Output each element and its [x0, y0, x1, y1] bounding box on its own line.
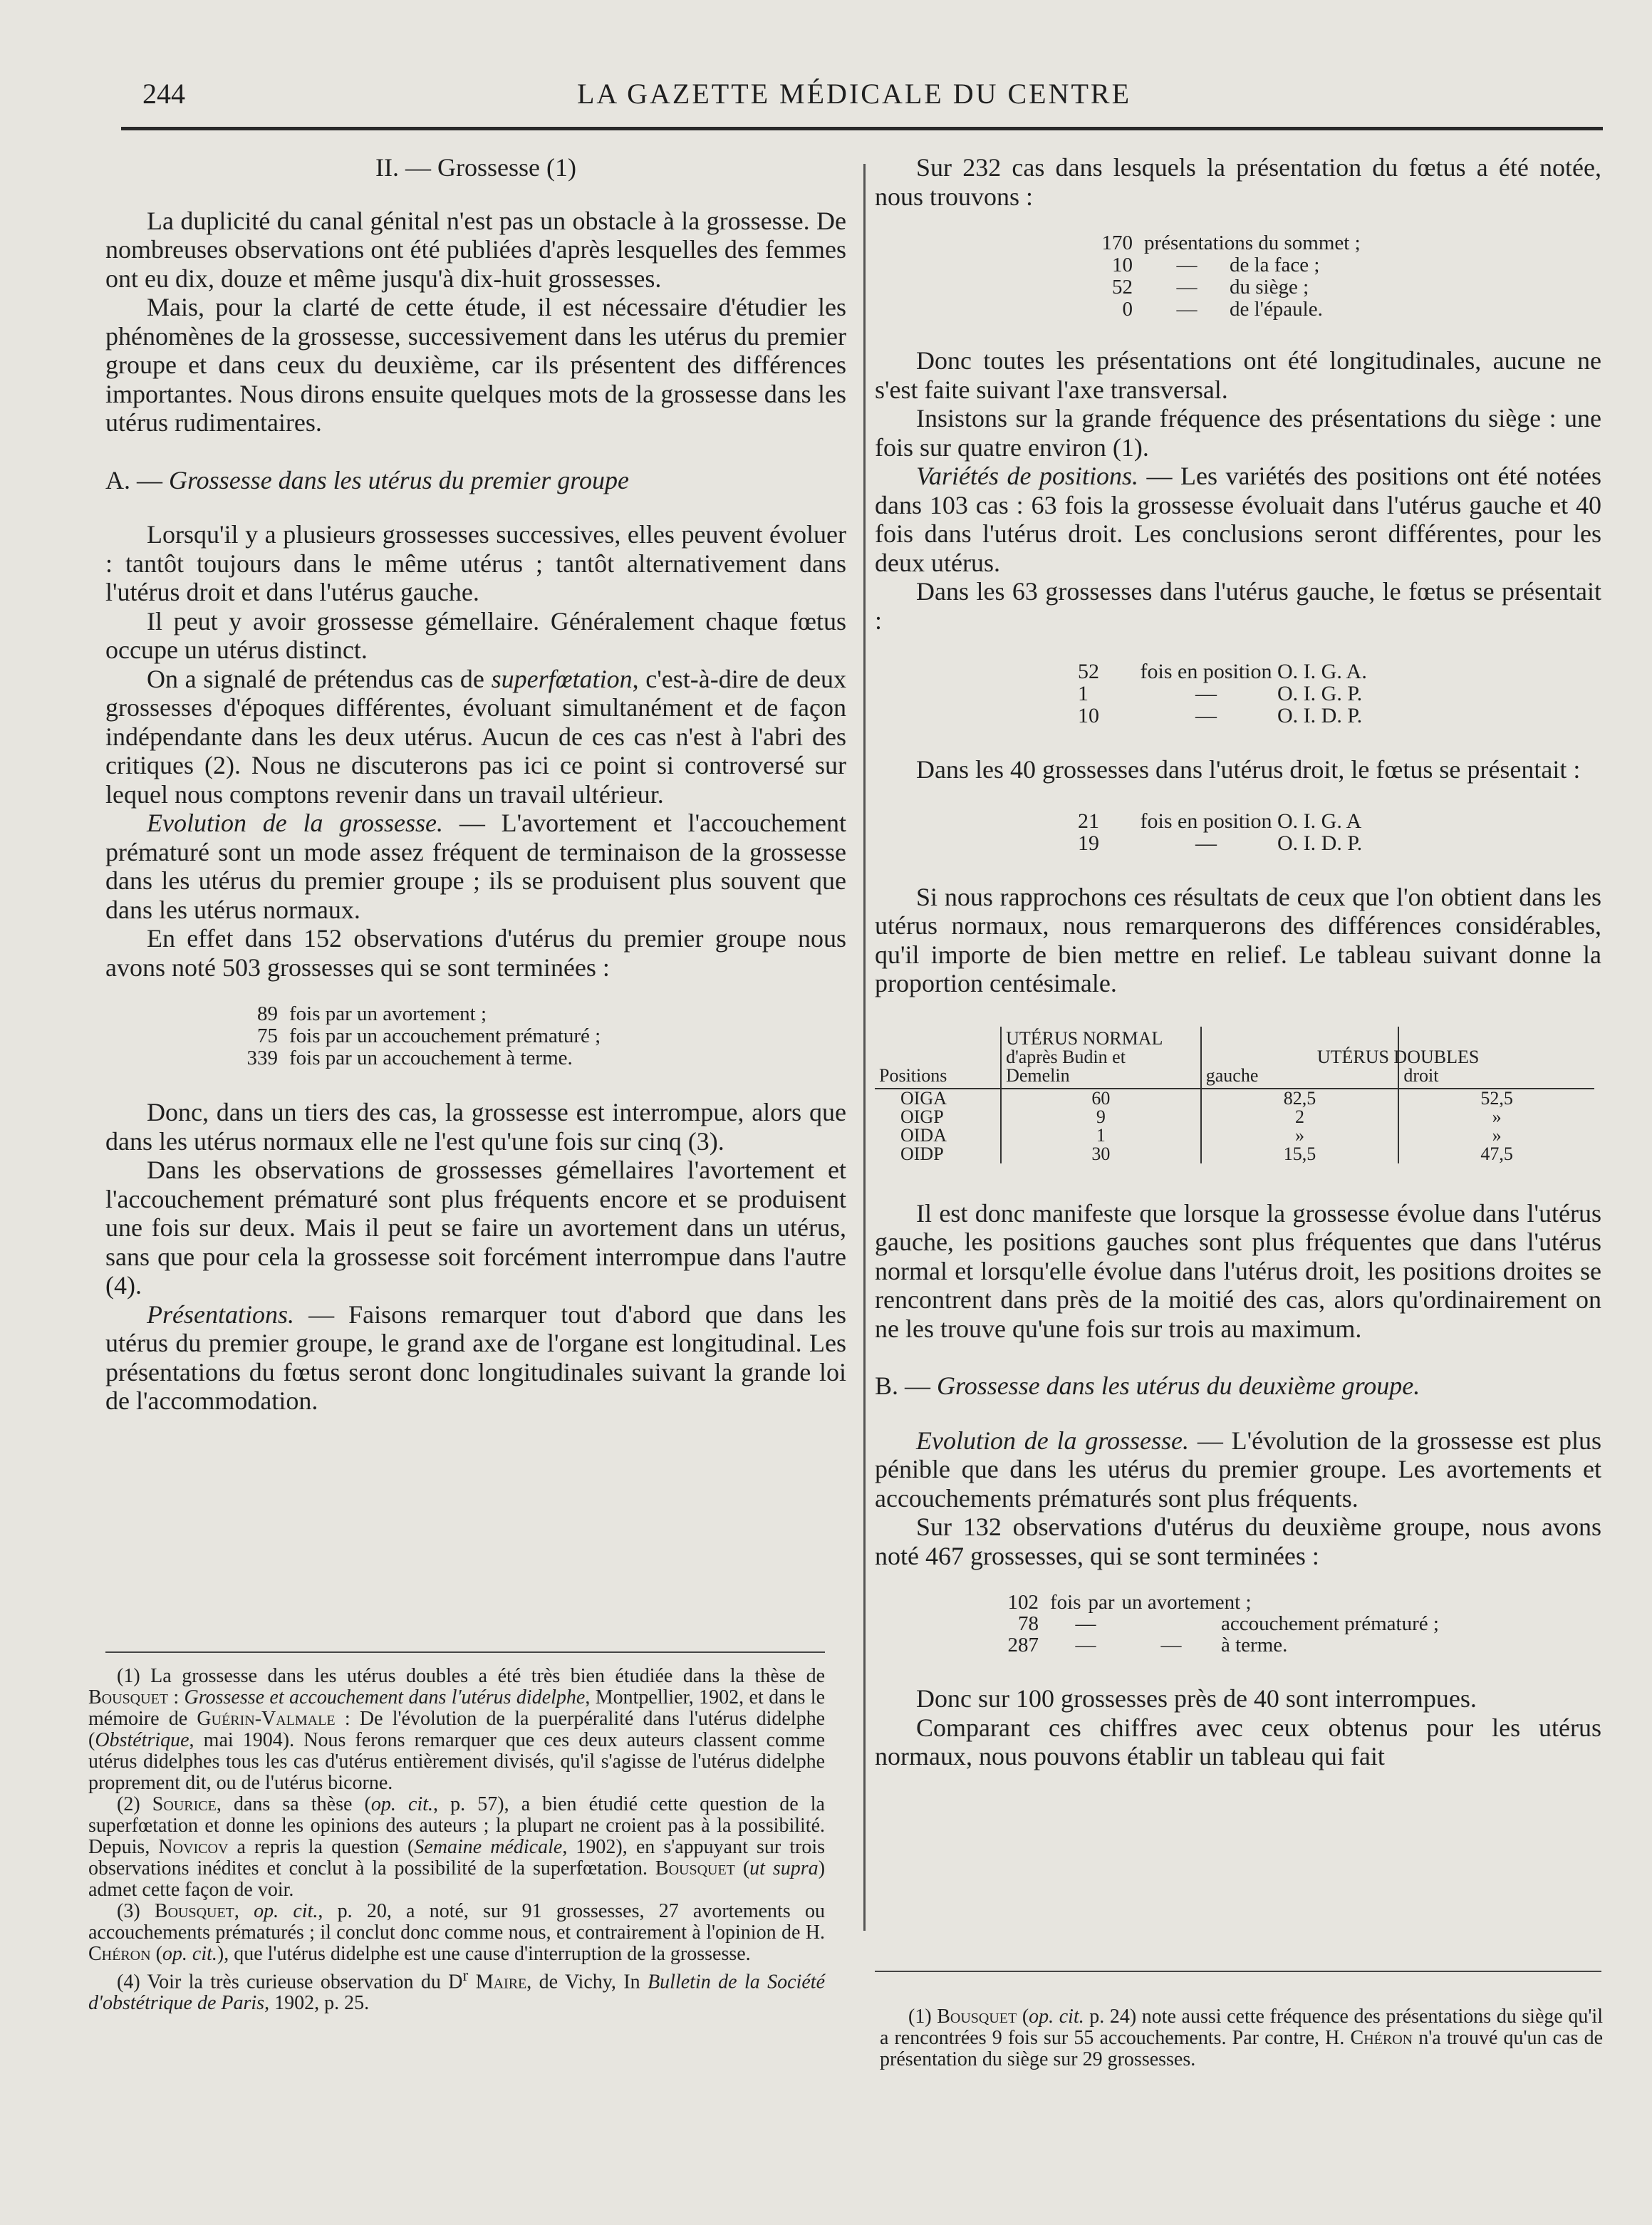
author-name: Bousquet — [154, 1900, 234, 1922]
list-text: fois par un avortement ; — [289, 1002, 487, 1025]
author-name: Sourice — [152, 1793, 217, 1815]
ditto-dash: — — [1195, 704, 1217, 727]
superscript: r — [462, 1966, 469, 1985]
text-run: : De l'évolution de la puerpéralité dans l'utérus didelphe ( — [88, 1708, 825, 1751]
text-run: a repris la question ( — [228, 1836, 415, 1858]
column-header: Positions — [875, 1027, 1001, 1089]
table-cell: 82,5 — [1201, 1089, 1399, 1108]
author-name: Bousquet — [88, 1686, 169, 1708]
list-text: fois par un accouchement prématuré ; — [289, 1025, 601, 1047]
ditto-dash: — — [1195, 682, 1217, 705]
paragraph: Sur 232 cas dans lesquels la présentation du fœtus a été notée, nous trouvons : — [875, 153, 1601, 211]
text-run: , p. 20, a noté, sur 91 grossesses, 27 avortements ou accouchements prématurés ; il conclut donc comme nous, et contrairement à l'opinion de H. — [88, 1900, 826, 1944]
paragraph: Insistons sur la grande fréquence des présentations du siège : une fois sur quatre environ (1). — [875, 404, 1601, 462]
footnote-4 — [88, 1965, 825, 2014]
text-run: (1) La grossesse dans les utérus doubles a été très bien étudiée dans la thèse de — [117, 1665, 825, 1687]
ditto-dash — [1121, 1613, 1221, 1634]
text-run: (1) — [908, 2006, 937, 2028]
work-title: Semaine médicale — [414, 1836, 563, 1858]
paragraph — [875, 1426, 1601, 1513]
count: 75 — [257, 1025, 278, 1047]
ditto-dash: — — [1075, 1634, 1096, 1656]
author-name: Bousquet — [655, 1857, 735, 1879]
list-item — [994, 1634, 1601, 1656]
text-run: ), que l'utérus didelphe est une cause d'interruption de la grossesse. — [217, 1943, 751, 1965]
text-run: , 1902), en s'appuyant sur trois observations inédites et conclut à la possibilité de la superfœtation. — [88, 1836, 826, 1879]
table-row — [875, 1089, 1594, 1108]
paragraph: Comparant ces chiffres avec ceux obtenus pour les utérus normaux, nous pouvons établir un tableau qui fait — [875, 1713, 1601, 1770]
work-title: Grossesse et accouchement dans l'utérus didelphe — [184, 1686, 586, 1708]
paragraph — [875, 462, 1601, 577]
list-item — [1078, 660, 1601, 683]
ditto-dash: — — [1160, 1634, 1182, 1656]
list-text: par — [1088, 1591, 1115, 1614]
list-text: fois par un accouchement à terme. — [289, 1047, 573, 1069]
table-row — [875, 1145, 1594, 1163]
position-code: O. I. D. P. — [1277, 704, 1363, 727]
list-item — [241, 1003, 846, 1025]
list-item — [1081, 254, 1601, 276]
list-text: fois en position — [1140, 809, 1272, 833]
table-cell: OIGA — [900, 1087, 947, 1109]
table-cell: 2 — [1201, 1108, 1399, 1126]
author-name: Guérin-Valmale — [197, 1708, 336, 1730]
header-line: Demelin — [1006, 1064, 1070, 1086]
paragraph: Dans les observations de grossesses gémellaires l'avortement et l'accouchement prématuré sont plus fréquents encore et se produisent une fois sur deux. Mais il peut se faire un avortement dans un utérus, sans que pour cela la grossesse soit forcément interrompue dans l'autre (4). — [105, 1156, 846, 1300]
italic-heading: Evolution de la grossesse. — [147, 809, 444, 837]
text-run: On a signalé de prétendus cas de — [147, 664, 492, 693]
position-code: O. I. G. P. — [1277, 682, 1363, 705]
position-proportion-table — [875, 1027, 1594, 1163]
table-row — [875, 1108, 1594, 1126]
text-run: — Les variétés des positions ont été notées dans 103 cas : 63 fois la grossesse évoluait dans l'utérus gauche et 40 fois dans l'utérus droit. Les conclusions seront différentes, pour les deux utérus. — [875, 462, 1601, 577]
outcome-list-2 — [994, 1592, 1601, 1656]
table-cell: 47,5 — [1398, 1145, 1594, 1163]
italic-heading: Présentations. — [147, 1300, 294, 1329]
footnotes-right — [880, 2006, 1603, 2070]
ditto-dash: — — [1176, 298, 1198, 321]
text-run: , Montpellier, 1902, et dans le mémoire de — [88, 1686, 826, 1730]
table-cell: OIDP — [900, 1143, 944, 1164]
paragraph: Il est donc manifeste que lorsque la grossesse évolue dans l'utérus gauche, les positions gauches sont plus fréquentes que dans l'utérus normal et lorsqu'elle évolue dans l'utérus droit, les positions droites se rencontrent dans près de la moitié des cas, alors qu'ordinairement on ne les trouve qu'une fois sur trois au maximum. — [875, 1198, 1601, 1343]
list-text: fois en position — [1140, 660, 1272, 683]
count: 339 — [246, 1047, 278, 1069]
work-title: Obstétrique — [95, 1729, 189, 1751]
footnote-2 — [88, 1794, 825, 1901]
journal-title: LA GAZETTE MÉDICALE DU CENTRE — [577, 78, 1132, 110]
left-uterus-position-list — [1078, 660, 1601, 727]
table-row — [875, 1126, 1594, 1145]
column-header — [1001, 1027, 1201, 1089]
position-code: O. I. D. P. — [1277, 831, 1363, 855]
list-item — [1078, 683, 1601, 705]
count: 21 — [1078, 809, 1099, 833]
text-run: — L'avortement et l'accouchement prématuré sont un mode assez fréquent de terminaison de la grossesse dans les utérus du premier groupe ; ils se produisent plus souvent que dans les utérus normaux. — [105, 809, 847, 924]
text-run: , c'est-à-dire de deux grossesses d'époques différentes, évoluant simultanément et de façon indépendante dans les deux utérus. Aucun de ces cas n'est à l'abri des critiques (2). Nous ne discuterons pas ici ce point si controversé sur lequel nous comptons revenir dans un travail ultérieur. — [105, 664, 846, 809]
paragraph: En effet dans 152 observations d'utérus du premier groupe nous avons noté 503 grossesses qui se sont terminées : — [105, 924, 846, 982]
count: 89 — [257, 1002, 278, 1025]
citation-abbrev: op. cit. — [1029, 2006, 1084, 2028]
count: 287 — [1007, 1634, 1039, 1656]
right-column — [875, 153, 1601, 1771]
list-text: de la face ; — [1230, 254, 1320, 276]
count: 102 — [1007, 1591, 1039, 1614]
list-item — [1078, 705, 1601, 727]
list-text: de l'épaule. — [1230, 298, 1323, 321]
paragraph — [105, 1300, 846, 1416]
right-uterus-position-list — [1078, 810, 1601, 854]
position-code: O. I. G. A — [1277, 809, 1362, 833]
paragraph: Il peut y avoir grossesse gémellaire. Généralement chaque fœtus occupe un utérus distinct. — [105, 606, 846, 664]
author-name: Maire — [475, 1971, 527, 1993]
paragraph: Donc, dans un tiers des cas, la grossesse est interrompue, alors que dans les utérus normaux elle ne l'est qu'une fois sur cinq (3). — [105, 1098, 846, 1156]
paragraph — [105, 665, 846, 809]
count: 170 — [1101, 232, 1133, 254]
author-name: Chéron — [88, 1943, 151, 1965]
text-run: , — [234, 1900, 254, 1922]
count: 10 — [1078, 704, 1099, 727]
italic-heading: Evolution de la grossesse. — [916, 1426, 1190, 1455]
count: 0 — [1122, 298, 1133, 321]
footnotes-left — [88, 1666, 825, 2014]
author-name: Bousquet — [937, 2006, 1017, 2028]
table-cell: 30 — [1001, 1145, 1201, 1163]
work-title: Bulletin de la Société d'obstétrique de Paris — [88, 1971, 826, 2015]
citation-abbrev: op. cit. — [162, 1943, 217, 1965]
list-item — [1081, 232, 1601, 254]
text-run: n'a trouvé qu'un cas de présentation du siège sur 29 grossesses. — [880, 2027, 1603, 2070]
text-run: ( — [150, 1943, 162, 1965]
table-cell: OIDA — [900, 1124, 947, 1146]
paragraph: Dans les 40 grossesses dans l'utérus droit, le fœtus se présentait : — [916, 755, 1581, 784]
table-cell: » — [1398, 1108, 1594, 1126]
outcome-list — [241, 1003, 846, 1069]
header-rule — [121, 127, 1603, 130]
count: 10 — [1112, 254, 1133, 276]
list-text: à terme. — [1221, 1634, 1288, 1656]
header-line: UTÉRUS DOUBLES — [1316, 1046, 1480, 1067]
list-item — [1078, 832, 1601, 854]
subsection-b-heading — [875, 1371, 1601, 1401]
section-title: II. — Grossesse (1) — [375, 153, 576, 182]
count: 52 — [1112, 276, 1133, 299]
count: 78 — [1018, 1612, 1039, 1635]
list-text: présentations du sommet ; — [1144, 232, 1361, 254]
page-number: 244 — [142, 78, 185, 110]
header-line: d'après Budin et — [1006, 1046, 1126, 1067]
subsection-a-heading — [105, 466, 846, 495]
citation-abbrev: ut supra — [749, 1857, 819, 1879]
list-item — [1081, 276, 1601, 299]
italic-heading: Variétés de positions. — [916, 462, 1139, 490]
list-item — [994, 1613, 1601, 1634]
text-run: — L'évolution de la grossesse est plus pénible que dans les utérus du premier groupe. Les avortements et accouchements prématurés sont plus fréquents. — [875, 1426, 1601, 1513]
list-text: accouchement prématuré ; — [1221, 1612, 1439, 1635]
table-cell: 9 — [1001, 1108, 1201, 1126]
author-name: Novicov — [158, 1836, 229, 1858]
text-run: p. 24) note aussi cette fréquence des présentations du siège qu'il a rencontrées 9 fois sur 55 accouchements. Par contre, H. — [880, 2006, 1603, 2049]
ditto-dash: — — [1195, 831, 1217, 855]
text-run: , de Vichy, In — [526, 1971, 648, 1993]
table-cell: 15,5 — [1201, 1145, 1399, 1163]
text-run: (4) Voir la très curieuse observation du D — [117, 1971, 463, 1993]
text-run: , 1902, p. 25. — [264, 1992, 370, 2015]
subcolumn-header: gauche — [1205, 1064, 1259, 1086]
subsection-title: Grossesse dans les utérus du deuxième groupe. — [937, 1371, 1420, 1400]
citation-abbrev: op. cit. — [254, 1900, 318, 1922]
table-cell: 60 — [1001, 1089, 1201, 1108]
text-run: ( — [734, 1857, 750, 1879]
citation-abbrev: op. cit. — [370, 1793, 433, 1815]
list-item — [1078, 810, 1601, 832]
footnote-3 — [88, 1901, 825, 1965]
list-text: fois — [1050, 1591, 1081, 1614]
table-cell: OIGP — [900, 1106, 944, 1127]
column-header: droit — [1398, 1027, 1594, 1089]
list-item — [994, 1592, 1601, 1613]
text-run — [468, 1971, 475, 1993]
paragraph: Lorsqu'il y a plusieurs grossesses successives, elles peuvent évoluer : tantôt toujours dans le même utérus ; tantôt alternativement dans l'utérus droit et dans l'utérus gauche. — [105, 520, 846, 606]
footnote-rule — [875, 1971, 1601, 1972]
paragraph: Donc sur 100 grossesses près de 40 sont interrompues. — [916, 1684, 1477, 1713]
text-run: ) admet cette façon de voir. — [88, 1857, 826, 1901]
count: 1 — [1078, 682, 1089, 705]
list-item — [241, 1047, 846, 1069]
footnote-1 — [880, 2006, 1603, 2070]
table-cell: 52,5 — [1398, 1089, 1594, 1108]
text-run: , dans sa thèse ( — [216, 1793, 371, 1815]
presentation-list — [1081, 232, 1601, 321]
header-line: UTÉRUS NORMAL — [1006, 1027, 1163, 1049]
list-text: du siège ; — [1230, 276, 1309, 299]
text-run: ( — [1017, 2006, 1029, 2028]
footnote-rule — [105, 1651, 825, 1653]
running-header — [121, 77, 1603, 120]
list-item — [241, 1025, 846, 1047]
count: 52 — [1078, 660, 1099, 683]
count: 19 — [1078, 831, 1099, 855]
paragraph: Donc toutes les présentations ont été longitudinales, aucune ne s'est faite suivant l'axe transversal. — [875, 346, 1601, 404]
subsection-title: Grossesse dans les utérus du premier groupe — [169, 465, 629, 494]
text-run: , mai 1904). Nous ferons remarquer que ces deux auteurs classent comme utérus didelphes tous les cas d'utérus entièrement divisés, qu'il s'agisse de l'utérus didelphe proprement dit, ou de l'utérus bicorne. — [88, 1729, 825, 1794]
column-divider — [863, 164, 866, 1931]
text-run: — Faisons remarquer tout d'abord que dans les utérus du premier groupe, le grand axe de l'organe est longitudinal. Les présentations du fœtus seront donc longitudinales suivant la grande loi de l'accommodation. — [105, 1300, 846, 1415]
paragraph: Mais, pour la clarté de cette étude, il est nécessaire d'étudier les phénomènes de la grossesse, successivement dans les utérus du premier groupe et dans ceux du deuxième, car ils présentent des différences importantes. Nous dirons ensuite quelques mots de la grossesse dans les utérus rudimentaires. — [105, 293, 846, 437]
paragraph: La duplicité du canal génital n'est pas un obstacle à la grossesse. De nombreuses observations ont été publiées d'après lesquelles des femmes ont eu dix, douze et même jusqu'à dix-huit grossesses. — [105, 206, 846, 293]
paragraph: Si nous rapprochons ces résultats de ceux que l'on obtient dans les utérus normaux, nous remarquerons des différences considérables, qu'il importe de bien mettre en relief. Le tableau suivant donne la proportion centésimale. — [875, 882, 1601, 997]
list-text: un avortement ; — [1121, 1591, 1252, 1614]
text-run: (3) — [117, 1900, 155, 1922]
author-name: Chéron — [1350, 2027, 1413, 2049]
subsection-letter: B. — — [875, 1371, 931, 1400]
footnote-1 — [88, 1666, 825, 1794]
italic-term: superfœtation — [491, 664, 633, 693]
text-run: (2) — [117, 1793, 152, 1815]
text-run: , p. 57), a bien étudié cette question de la superfœtation et donne les opinions des auteurs ; la plupart ne croient pas à la possibilité. Depuis, — [88, 1793, 825, 1858]
ditto-dash: — — [1176, 276, 1198, 299]
left-column — [105, 153, 846, 1416]
subsection-letter: A. — — [105, 465, 162, 494]
ditto-dash: — — [1176, 254, 1198, 276]
list-item — [1081, 299, 1601, 321]
position-code: O. I. G. A. — [1277, 660, 1367, 683]
ditto-dash: — — [1075, 1612, 1096, 1635]
paragraph: Dans les 63 grossesses dans l'utérus gauche, le fœtus se présentait : — [875, 577, 1601, 635]
paragraph — [105, 809, 846, 924]
table-cell: » — [1201, 1126, 1399, 1145]
table-cell: » — [1398, 1126, 1594, 1145]
table-cell: 1 — [1001, 1126, 1201, 1145]
paragraph: Sur 132 observations d'utérus du deuxième groupe, nous avons noté 467 grossesses, qui se sont terminées : — [875, 1513, 1601, 1570]
text-run: : — [168, 1686, 185, 1708]
